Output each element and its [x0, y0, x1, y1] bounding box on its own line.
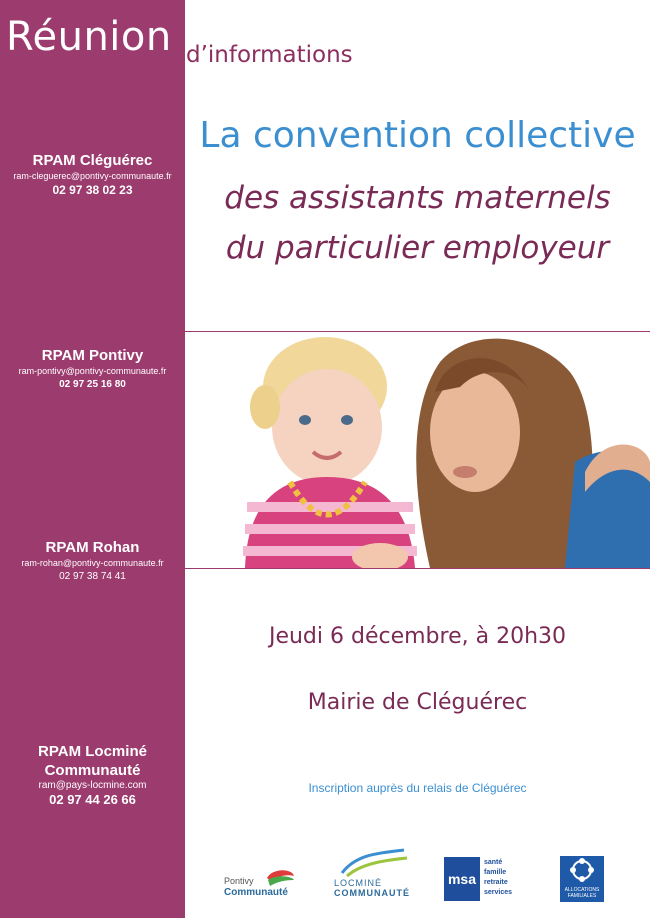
contact-locmine [0, 742, 185, 808]
locmine-logo-mark [332, 848, 412, 878]
contact-email: ram-rohan@pontivy-communaute.fr [21, 558, 164, 568]
contact-rohan [0, 538, 185, 585]
caf-logo [560, 856, 604, 902]
msa-line: retraite [484, 879, 508, 886]
photo-illustration [185, 332, 650, 568]
contact-email: ram@pays-locmine.com [38, 780, 147, 791]
contact-email: ram-cleguerec@pontivy-communaute.fr [13, 171, 172, 181]
subtitle-line1: des assistants maternels [224, 180, 611, 216]
caf-logo-mark [560, 856, 604, 886]
event-date: Jeudi 6 décembre, à 20h30 [268, 624, 567, 649]
pontivy-logo-text1: Pontivy [224, 876, 254, 886]
contact-phone: 02 97 25 16 80 [59, 379, 126, 390]
msa-logo-tagline [484, 858, 512, 898]
photo-child-and-woman [185, 332, 650, 568]
locmine-logo-text1: LOCMINÉ [334, 878, 383, 888]
msa-logo-mark: msa [444, 857, 480, 901]
title-reunion: Réunion [6, 14, 172, 60]
contact-pontivy [0, 346, 185, 393]
msa-line: santé [484, 859, 503, 866]
inscription-note: Inscription auprès du relais de Cléguérec [308, 781, 527, 795]
divider-bottom [185, 568, 650, 569]
locmine-logo-text2: COMMUNAUTÉ [334, 888, 410, 898]
contact-name: RPAM Rohan [45, 539, 140, 556]
contact-phone: 02 97 38 02 23 [52, 183, 133, 197]
subtitle-line2: du particulier employeur [225, 230, 610, 266]
title-informations: d’informations [186, 42, 353, 68]
pontivy-logo-text2: Communauté [224, 887, 288, 898]
event-place: Mairie de Cléguérec [307, 690, 528, 715]
contact-cleguerec [0, 151, 185, 198]
locmine-communaute-logo [332, 848, 412, 900]
msa-line: famille [484, 869, 507, 876]
msa-line: services [484, 889, 513, 896]
contact-name-line1: RPAM Locminé [38, 743, 147, 760]
contact-name-line2: Communauté [44, 762, 141, 779]
contact-email: ram-pontivy@pontivy-communaute.fr [18, 366, 167, 376]
main-title: La convention collective [199, 115, 636, 156]
contact-name: RPAM Cléguérec [32, 152, 153, 169]
contact-name: RPAM Pontivy [41, 347, 144, 364]
caf-logo-text: ALLOCATIONS FAMILIALES [564, 887, 600, 899]
pontivy-communaute-logo [222, 866, 297, 900]
msa-logo [444, 857, 526, 901]
contact-phone: 02 97 44 26 66 [49, 792, 136, 807]
contact-phone: 02 97 38 74 41 [59, 571, 126, 582]
